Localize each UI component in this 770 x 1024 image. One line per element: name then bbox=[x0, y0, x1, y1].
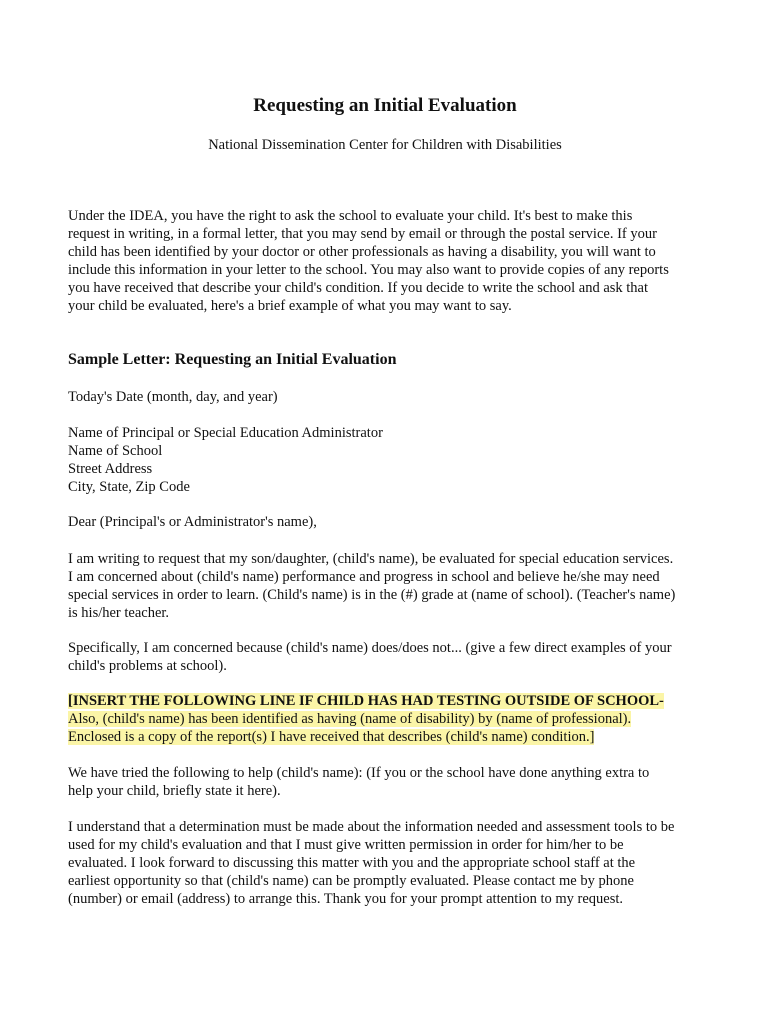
date-line-text: Today's Date (month, day, and year) bbox=[68, 389, 278, 405]
paragraph-line: Specifically, I am concerned because (child's name) does/does not... (give a few direct examples of your bbox=[68, 640, 672, 656]
paragraph-line: earliest opportunity so that (child's name) can be promptly evaluated. Please contact me by phone bbox=[68, 873, 634, 889]
paragraph-line: I am writing to request that my son/daughter, (child's name), be evaluated for special education services. bbox=[68, 551, 674, 567]
salutation-text: Dear (Principal's or Administrator's name), bbox=[68, 514, 317, 530]
paragraph-line: is his/her teacher. bbox=[68, 605, 170, 621]
paragraph-line: child's problems at school). bbox=[68, 658, 227, 674]
sample-letter-heading: Sample Letter: Requesting an Initial Evaluation bbox=[68, 351, 397, 368]
highlighted-line: Also, (child's name) has been identified as having (name of disability) by (name of professional). bbox=[68, 711, 632, 727]
letter-paragraph-concerns bbox=[68, 639, 708, 675]
paragraph-line: I understand that a determination must be made about the information needed and assessment tools to be bbox=[68, 819, 675, 835]
highlighted-line: Enclosed is a copy of the report(s) I have received that describes (child's name) condition.] bbox=[68, 729, 595, 745]
letter-paragraph-tried bbox=[68, 764, 708, 800]
highlighted-insert-block bbox=[68, 692, 708, 746]
intro-line: child has been identified by your doctor or other professionals as having a disability, you will want to bbox=[68, 244, 656, 260]
paragraph-line: help your child, briefly state it here). bbox=[68, 783, 281, 799]
intro-line: request in writing, in a formal letter, that you may send by email or through the postal service. If your bbox=[68, 226, 657, 242]
intro-paragraph bbox=[68, 207, 708, 315]
intro-line: you have received that describe your child's condition. If you decide to write the school and ask that bbox=[68, 280, 649, 296]
document-title: Requesting an Initial Evaluation bbox=[253, 95, 517, 116]
recipient-address bbox=[68, 424, 708, 496]
document-subtitle: National Dissemination Center for Children with Disabilities bbox=[208, 137, 562, 153]
paragraph-line: We have tried the following to help (child's name): (If you or the school have done anything extra to bbox=[68, 765, 650, 781]
address-line: Name of School bbox=[68, 443, 163, 459]
intro-line: include this information in your letter to the school. You may also want to provide copies of any reports bbox=[68, 262, 669, 278]
address-line: Name of Principal or Special Education Administrator bbox=[68, 425, 383, 441]
paragraph-line: I am concerned about (child's name) performance and progress in school and believe he/she may need bbox=[68, 569, 660, 585]
paragraph-line: used for my child's evaluation and that I must give written permission in order for him/her to be bbox=[68, 837, 624, 853]
intro-line: your child be evaluated, here's a brief example of what you may want to say. bbox=[68, 298, 512, 314]
address-line: City, State, Zip Code bbox=[68, 479, 190, 495]
intro-line: Under the IDEA, you have the right to ask the school to evaluate your child. It's best to make this bbox=[68, 208, 633, 224]
paragraph-line: (number) or email (address) to arrange this. Thank you for your prompt attention to my request. bbox=[68, 891, 624, 907]
highlighted-insert-heading: [INSERT THE FOLLOWING LINE IF CHILD HAS HAD TESTING OUTSIDE OF SCHOOL- bbox=[68, 693, 664, 709]
paragraph-line: evaluated. I look forward to discussing this matter with you and the appropriate school staff at the bbox=[68, 855, 636, 871]
address-line: Street Address bbox=[68, 461, 153, 477]
salutation bbox=[68, 513, 708, 531]
paragraph-line: special services in order to learn. (Child's name) is in the (#) grade at (name of school). (Teacher's name) bbox=[68, 587, 676, 603]
letter-paragraph-request bbox=[68, 550, 708, 622]
date-line bbox=[68, 388, 708, 406]
letter-paragraph-closing bbox=[68, 818, 708, 908]
